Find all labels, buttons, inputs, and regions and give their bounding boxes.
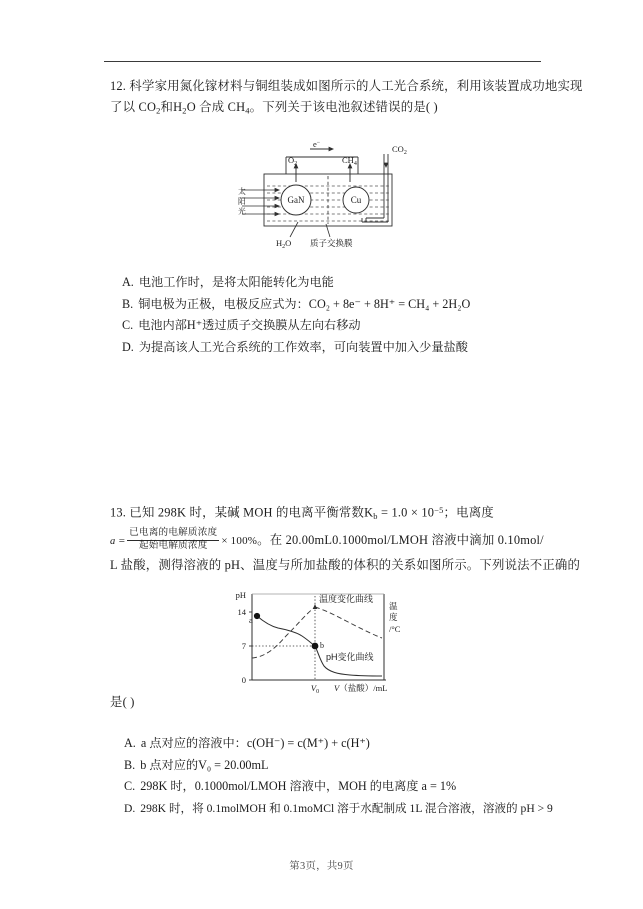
question-12 bbox=[110, 76, 583, 121]
q13-option-d-label: D. bbox=[124, 801, 136, 815]
question-13 bbox=[110, 500, 581, 576]
sun-label-char-2: 阳 bbox=[238, 197, 246, 206]
q12-stem-line-1: 12. 科学家用氮化镓材料与铜组装成如图所示的人工光合系统，利用该装置成功地实现 bbox=[110, 79, 583, 93]
q13-stem-line-3: L 盐酸，测得溶液的 pH、温度与所加盐酸的体积的关系如图所示。下列说法不正确的 bbox=[110, 557, 581, 572]
q12-options bbox=[122, 272, 552, 358]
co2-label: $CO_2$ bbox=[392, 144, 407, 156]
page-footer: 第3页，共9页 bbox=[289, 861, 354, 872]
ch4-label: $CH_4$ bbox=[342, 155, 357, 167]
q12-option-a-label: A. bbox=[122, 275, 134, 289]
q13-times-100: × 100% bbox=[221, 534, 258, 547]
y2-label-char-1: 温 bbox=[389, 601, 398, 611]
q12-option-c-text: 电池内部H⁺透过质子交换膜从左向右移动 bbox=[138, 318, 361, 332]
q12-stem-line-2 bbox=[110, 97, 550, 121]
q12-l2-sub-a: 2 bbox=[156, 105, 161, 116]
point-a bbox=[254, 613, 260, 619]
q13-option-d bbox=[124, 798, 554, 820]
point-b bbox=[312, 643, 319, 650]
q13-equals: = bbox=[118, 534, 126, 547]
q12-option-d bbox=[122, 337, 552, 359]
gan-label: GaN bbox=[287, 195, 305, 205]
membrane-label: 质子交换膜 bbox=[310, 238, 353, 248]
q13-stem-line-4-wrap bbox=[110, 692, 135, 713]
y-tick-0: 0 bbox=[241, 675, 246, 685]
q12-option-b bbox=[122, 294, 552, 316]
q12-option-d-text: 为提高该人工光合系统的工作效率，可向装置中加入少量盐酸 bbox=[138, 339, 468, 354]
x-axis-title: V（盐酸）/mL bbox=[334, 683, 388, 693]
fraction-numerator: 已电离的电解质浓度 bbox=[129, 527, 218, 539]
q12-option-c bbox=[122, 315, 552, 337]
q13-option-c-text: 298K 时，0.1000mol/LMOH 溶液中，MOH 的电离度 a = 1% bbox=[140, 779, 457, 793]
temperature-curve-falling bbox=[315, 607, 382, 638]
q13-option-d-text: 298K 时，将 0.1molMOH 和 0.1moMCl 溶于水配制成 1L 混合溶液，溶液的 pH > 9 bbox=[140, 801, 553, 815]
q13-stem-line-1 bbox=[110, 500, 550, 527]
temperature-curve-label: 温度变化曲线 bbox=[319, 594, 374, 604]
q13-l2-tail: 。在 20.00mL0.1000mol/LMOH 溶液中滴加 0.10mol/ bbox=[257, 532, 544, 547]
q12-option-c-label: C. bbox=[122, 318, 134, 332]
q13-option-a-label: A. bbox=[124, 736, 136, 750]
q12-option-a bbox=[122, 272, 552, 294]
point-a-label: a bbox=[249, 615, 253, 625]
x-tick-v0: $V_0$ bbox=[310, 683, 320, 695]
q13-l1-mid: = 1.0 × 10 bbox=[377, 505, 435, 520]
temperature-curve-rising bbox=[252, 607, 315, 658]
y-axis-title: pH bbox=[235, 590, 246, 600]
q13-l1-end: ；电离度 bbox=[443, 505, 494, 520]
q13-option-c bbox=[124, 776, 554, 798]
q13-option-a bbox=[124, 733, 554, 755]
q12-option-d-label: D. bbox=[122, 339, 134, 354]
y-tick-7: 7 bbox=[241, 641, 246, 651]
cu-label: Cu bbox=[350, 195, 362, 205]
fraction-denominator: 起始电解质浓度 bbox=[127, 540, 219, 552]
q13-alpha: a bbox=[110, 535, 116, 547]
h2o-label: $H_2O$ bbox=[276, 238, 292, 250]
q13-option-a-text: a 点对应的溶液中：c(OH⁻) = c(M⁺) + c(H⁺) bbox=[140, 736, 370, 750]
q13-l1-sub: b bbox=[373, 510, 378, 521]
o2-label: $O_2$ bbox=[288, 155, 298, 167]
q13-option-c-label: C. bbox=[124, 779, 136, 793]
ph-temperature-chart bbox=[216, 588, 434, 700]
ph-curve-label: pH变化曲线 bbox=[326, 652, 374, 662]
q13-stem-line-2 bbox=[110, 527, 550, 555]
q13-l1-pre: 13. 已知 298K 时，某碱 MOH 的电离平衡常数K bbox=[110, 505, 374, 520]
q13-option-b bbox=[124, 755, 554, 777]
q13-stem-line-4: 是( ) bbox=[110, 695, 135, 709]
header-rule bbox=[104, 61, 541, 62]
electron-label: e− bbox=[313, 139, 321, 149]
q12-option-a-text: 电池工作时，是将太阳能转化为电能 bbox=[138, 275, 334, 289]
q12-option-b-label: B. bbox=[122, 296, 134, 311]
q13-option-b-label: B. bbox=[124, 757, 136, 772]
y2-label-unit: /°C bbox=[389, 624, 401, 634]
sun-label-char-3: 光 bbox=[238, 207, 246, 216]
q12-option-b-text: 铜电极为正极，电极反应式为：CO₂ + 8e⁻ + 8H⁺ = CH₄ + 2H₂O bbox=[138, 296, 471, 311]
q13-options bbox=[124, 733, 554, 819]
q12-l2-mid2: O 合成 CH bbox=[186, 100, 246, 114]
ionization-degree-fraction bbox=[127, 528, 219, 551]
q12-l2-end: 。下列关于该电池叙述错误的是( ) bbox=[249, 100, 438, 114]
sun-label-char-1: 太 bbox=[238, 187, 246, 196]
q12-l2-mid: 和H bbox=[160, 100, 183, 114]
photosynthesis-cell-diagram bbox=[238, 138, 428, 250]
q13-l1-sup: −5 bbox=[434, 505, 444, 515]
q12-l2-pre: 了以 CO bbox=[110, 100, 157, 114]
q12-l2-sub-b: 2 bbox=[182, 105, 187, 116]
q13-option-b-text: b 点对应的V₀ = 20.00mL bbox=[140, 757, 269, 772]
point-b-label: b bbox=[320, 641, 324, 650]
y2-label-char-2: 度 bbox=[389, 612, 398, 622]
y-tick-14: 14 bbox=[237, 607, 246, 617]
q12-l2-sub-c: 4 bbox=[245, 105, 250, 116]
